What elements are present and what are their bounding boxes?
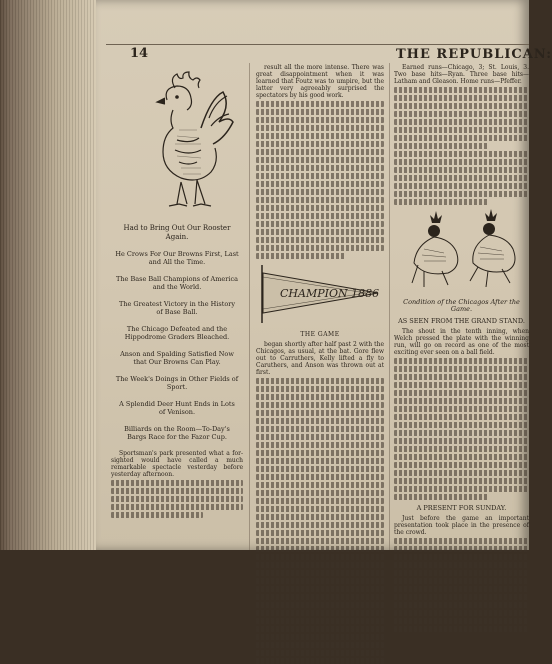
text-line	[111, 488, 243, 494]
column-3	[394, 64, 529, 550]
article-lead: result all the more intense. There was great disappointment when it was learned that Foutz was to umpire, but the latter very agreeably surprised the spectators by his good work.	[256, 64, 384, 99]
newspaper-page	[96, 0, 552, 550]
column-1	[111, 64, 243, 550]
pennant-illustration	[256, 263, 382, 325]
figure-caption: Condition of the Chicagos After the Game.	[403, 298, 520, 313]
text-line	[111, 496, 243, 502]
section-title: A PRESENT FOR SUNDAY.	[416, 504, 507, 512]
article-paragraph: The shout in the tenth inning, when Welch pressed the plate with the winning run, will go on record as one of the most exciting ever seen on a ball field.	[394, 328, 529, 356]
text-line	[111, 480, 243, 486]
headline: The Week's Doings in Other Fields of Sport.	[115, 375, 239, 391]
headline: A Splendid Deer Hunt Ends in Lots of Venison.	[119, 400, 235, 416]
headline: The Chicago Defeated and the Hippodrome Graders Bleached.	[124, 325, 230, 341]
section-title: AS SEEN FROM THE GRAND STAND.	[398, 317, 525, 325]
headline: He Crows For Our Browns First, Last and All the Time.	[115, 250, 239, 266]
book-binding	[0, 0, 100, 550]
rooster-illustration	[117, 70, 237, 220]
headline: Billiards on the Room—To-Day's Bargs Race for the Fazor Cup.	[124, 425, 230, 441]
text-line	[111, 512, 203, 518]
article-paragraph: Just before the game an important presentation took place in the presence of the crowd.	[394, 515, 529, 536]
header-rule	[106, 44, 529, 45]
pennant-text: CHAMPION 1886	[280, 287, 380, 300]
column-rule	[249, 63, 250, 550]
headline: The Greatest Victory in the History of Base Ball.	[118, 300, 236, 316]
article-lead: Sportsman's park presented what a for-sighted would have called a much remarkable spectacle vesterday before yesterday afternoon.	[111, 450, 243, 478]
column-2	[256, 64, 384, 550]
rooster-caption: Had to Bring Out Our Rooster Again.	[123, 224, 231, 241]
column-rule	[389, 63, 390, 550]
box-score-summary: Earned runs—Chicago, 3; St. Louis, 3. Two base hits—Ryan. Three base hits—Latham and Gleason. Home runs—Pfeffer.	[394, 64, 529, 85]
article-body	[111, 450, 243, 518]
publication-title: THE REPUBLICAN:	[396, 47, 552, 62]
text-line	[111, 504, 243, 510]
article-paragraph: began shortly after half past 2 with the Chicagos, as usual, at the bat. Gore flew out to Carruthers, Kelly lifted a fly to Caruthers, and Anson was thrown out at first.	[256, 341, 384, 376]
page-number: 14	[130, 46, 149, 61]
chicks-illustration	[394, 209, 529, 297]
section-subhead: THE GAME	[300, 331, 340, 338]
headline: The Base Ball Champions of America and the World.	[116, 275, 238, 291]
headline: Anson and Spalding Satisfied Now that Our Browns Can Play.	[120, 350, 234, 366]
